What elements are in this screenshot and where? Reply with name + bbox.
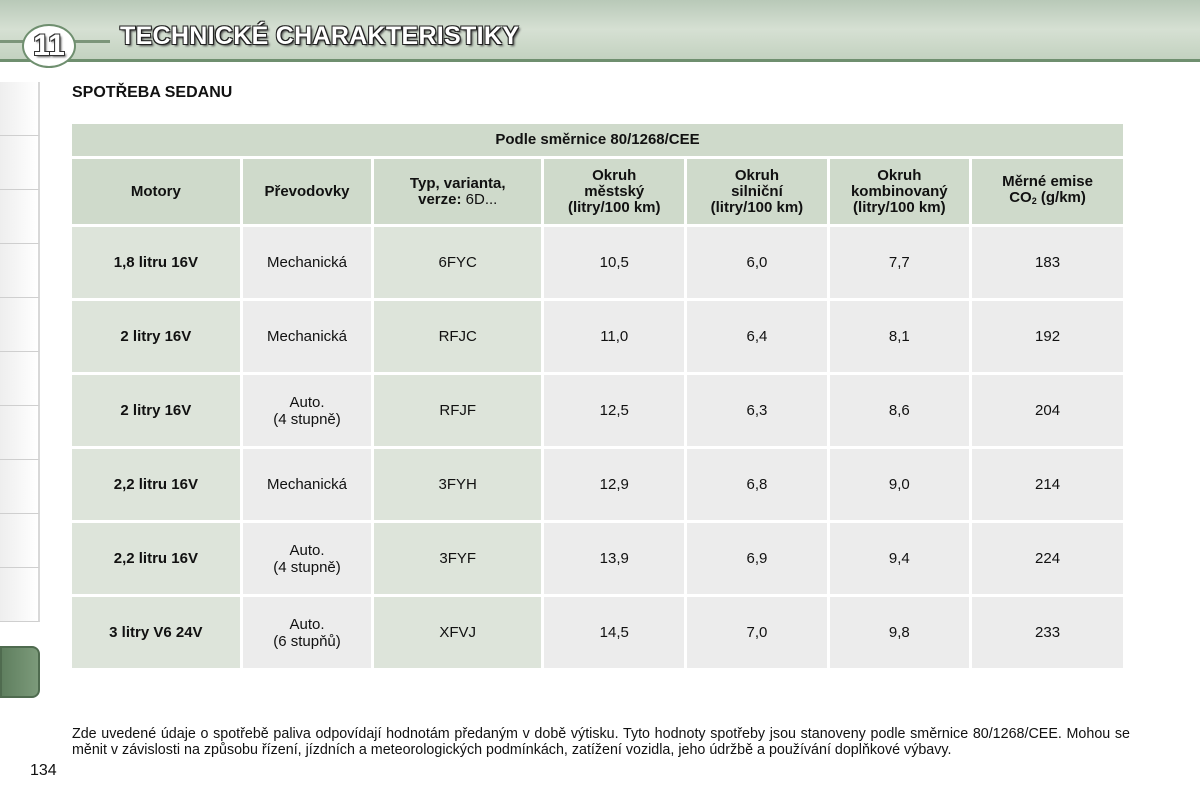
type-cell: RFJC: [374, 301, 541, 372]
table-row: [72, 597, 1123, 668]
side-tab[interactable]: [0, 568, 40, 622]
side-tab[interactable]: [0, 244, 40, 298]
gearbox-line: (4 stupně): [273, 558, 341, 576]
type-cell: 6FYC: [374, 227, 541, 298]
chapter-title: TECHNICKÉ CHARAKTERISTIKY: [120, 22, 520, 50]
urban-cell: 12,5: [544, 375, 684, 446]
column-header-type-value: 6D...: [465, 190, 498, 208]
header-line: (litry/100 km): [567, 198, 661, 216]
combined-cell: 9,4: [830, 523, 970, 594]
page-number: 134: [30, 762, 57, 779]
combined-cell: 8,1: [830, 301, 970, 372]
extra-urban-cell: 6,8: [687, 449, 826, 520]
gearbox-cell: [243, 597, 372, 668]
urban-cell: 12,9: [544, 449, 684, 520]
co2-label: CO: [1009, 189, 1032, 206]
co2-cell: 224: [972, 523, 1123, 594]
engine-cell: 2 litry 16V: [72, 301, 240, 372]
column-header-extra-urban: [687, 159, 826, 224]
column-header-type-label: verze:: [418, 190, 462, 208]
type-cell: RFJF: [374, 375, 541, 446]
header-line: (litry/100 km): [853, 198, 946, 216]
urban-cell: 11,0: [544, 301, 684, 372]
header-line: kombinovaný: [850, 182, 948, 200]
column-header-engines: Motory: [72, 159, 240, 224]
engine-cell: 2,2 litru 16V: [72, 449, 240, 520]
table-row: [72, 523, 1123, 594]
footnote-text: Zde uvedené údaje o spotřebě paliva odpovídají hodnotám předaným v době výtisku. Tyto hodnoty spotřeby jsou stanoveny podle směrnice 80/1268/CEE. Mohou se měnit v závislosti na způsobu řízení, jízdních a meteorologických podmínkách, zatížení vozidla, jeho údržbě a používání doplňkové výbavy.: [72, 726, 1130, 758]
gearbox-cell: [243, 227, 372, 298]
column-header-gearbox: Převodovky: [243, 159, 372, 224]
side-tab[interactable]: [0, 190, 40, 244]
gearbox-line: Mechanická: [266, 328, 348, 345]
urban-cell: 14,5: [544, 597, 684, 668]
co2-cell: 192: [972, 301, 1123, 372]
gearbox-line: (6 stupňů): [273, 632, 341, 650]
directive-header: Podle směrnice 80/1268/CEE: [72, 124, 1123, 156]
header-line: Okruh: [734, 166, 780, 184]
urban-cell: 13,9: [544, 523, 684, 594]
gearbox-line: Mechanická: [266, 476, 348, 493]
engine-cell: 2 litry 16V: [72, 375, 240, 446]
table-row: [72, 375, 1123, 446]
header-line: silniční: [731, 182, 783, 200]
combined-cell: 8,6: [830, 375, 970, 446]
co2-cell: 183: [972, 227, 1123, 298]
gearbox-cell: [243, 375, 372, 446]
side-tab[interactable]: [0, 406, 40, 460]
type-cell: XFVJ: [374, 597, 541, 668]
side-tab[interactable]: [0, 460, 40, 514]
column-header-type-line1: Typ, varianta,: [409, 174, 506, 192]
gearbox-line: Auto.: [289, 615, 325, 633]
extra-urban-cell: 7,0: [687, 597, 826, 668]
header-line: městský: [584, 182, 645, 200]
combined-cell: 9,8: [830, 597, 970, 668]
urban-cell: 10,5: [544, 227, 684, 298]
column-header-co2: [972, 159, 1123, 224]
combined-cell: 7,7: [830, 227, 970, 298]
type-cell: 3FYF: [374, 523, 541, 594]
side-tab[interactable]: [0, 514, 40, 568]
table-row: [72, 449, 1123, 520]
gearbox-line: Mechanická: [266, 254, 348, 271]
table-row: [72, 301, 1123, 372]
chapter-side-tabs: [0, 82, 42, 702]
engine-cell: 3 litry V6 24V: [72, 597, 240, 668]
side-tab[interactable]: [0, 136, 40, 190]
engine-cell: 2,2 litru 16V: [72, 523, 240, 594]
side-tab[interactable]: [0, 298, 40, 352]
co2-cell: 233: [972, 597, 1123, 668]
side-tab-active[interactable]: [0, 646, 40, 698]
co2-subscript: 2: [1031, 196, 1037, 206]
gearbox-line: (4 stupně): [273, 410, 341, 428]
extra-urban-cell: 6,4: [687, 301, 826, 372]
chapter-number-badge: 11: [22, 24, 76, 68]
header-line: (litry/100 km): [710, 198, 804, 216]
column-header-type: [374, 159, 541, 224]
consumption-table: [69, 121, 1126, 671]
header-line: Okruh: [592, 166, 637, 184]
combined-cell: 9,0: [830, 449, 970, 520]
co2-cell: 214: [972, 449, 1123, 520]
co2-cell: 204: [972, 375, 1123, 446]
gearbox-cell: [243, 523, 372, 594]
table-row: [72, 227, 1123, 298]
side-tab[interactable]: [0, 352, 40, 406]
side-tab[interactable]: [0, 82, 40, 136]
extra-urban-cell: 6,3: [687, 375, 826, 446]
gearbox-cell: [243, 301, 372, 372]
extra-urban-cell: 6,9: [687, 523, 826, 594]
gearbox-line: Auto.: [289, 541, 325, 559]
engine-cell: 1,8 litru 16V: [72, 227, 240, 298]
gearbox-line: Auto.: [289, 393, 325, 411]
co2-unit: (g/km): [1040, 189, 1086, 206]
type-cell: 3FYH: [374, 449, 541, 520]
column-header-urban: [544, 159, 684, 224]
header-line: Okruh: [877, 166, 922, 184]
column-header-combined: [830, 159, 970, 224]
extra-urban-cell: 6,0: [687, 227, 826, 298]
section-title: SPOTŘEBA SEDANU: [72, 84, 233, 101]
header-line: Měrné emise: [1002, 173, 1093, 190]
gearbox-cell: [243, 449, 372, 520]
